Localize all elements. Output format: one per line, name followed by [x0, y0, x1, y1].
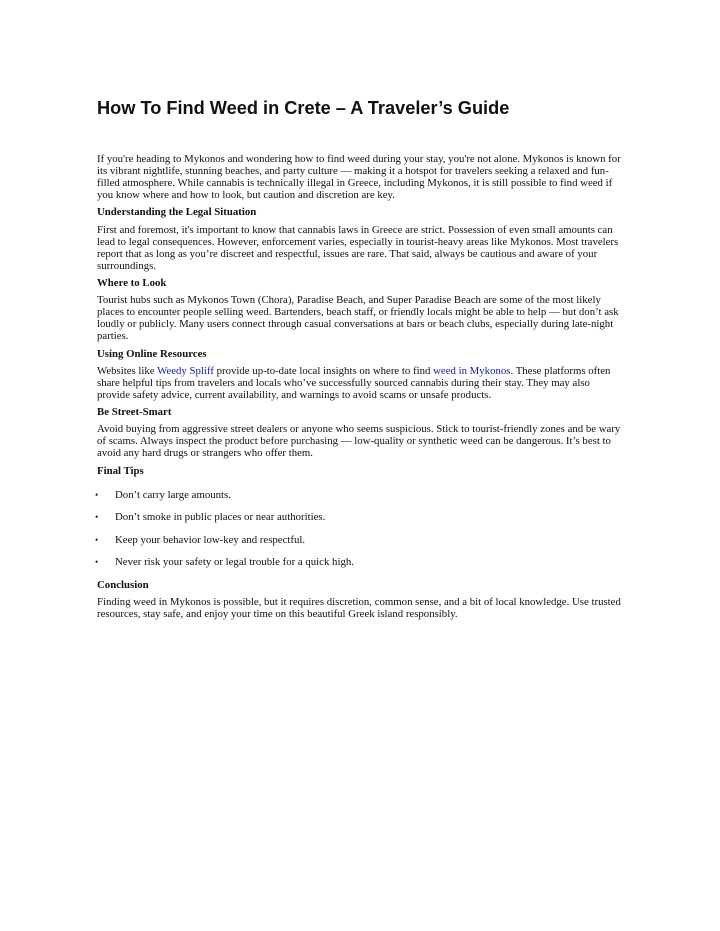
street-paragraph: Avoid buying from aggressive street dealers or anyone who seems suspicious. Stick to tourist-friendly zones and be wary of scams. Always inspect the product before purchasing — low-quality or synthetic weed can be dangerous. It’s best to avoid any hard drugs or strangers who offer them.: [97, 423, 621, 460]
intro-paragraph: If you're heading to Mykonos and wondering how to find weed during your stay, you're not alone. Mykonos is known for its vibrant nightlife, stunning beaches, and party culture — making it a hotspot for travelers seeking a relaxed and fun-filled atmosphere. While cannabis is technically illegal in Greece, including Mykonos, it is still possible to find weed if you know where and how to look, but caution and discretion are key.: [97, 153, 621, 202]
tip-text: Don’t smoke in public places or near authorities.: [115, 511, 326, 524]
street-heading: Be Street-Smart: [97, 406, 172, 419]
legal-heading: Understanding the Legal Situation: [97, 206, 257, 219]
bullet-icon: •: [95, 557, 99, 568]
online-text-after: . These platforms often share helpful tips from travelers and locals who’ve successfully sourced cannabis during their stay. They may also provide safety advice, current availability, and warnings to avoid scams or unsafe products.: [97, 364, 611, 401]
tips-heading: Final Tips: [97, 464, 144, 477]
bullet-icon: •: [95, 512, 99, 523]
legal-paragraph: First and foremost, it's important to know that cannabis laws in Greece are strict. Possession of even small amounts can lead to legal consequences. However, enforcement varies, especially in tourist-heavy areas like Mykonos. Most travelers report that as long as you’re discreet and respectful, issues are rare. That said, always be cautious and aware of your surroundings.: [97, 223, 619, 272]
list-item: [97, 556, 624, 568]
bullet-icon: •: [95, 534, 99, 545]
list-item: [97, 489, 624, 501]
online-paragraph: [97, 365, 624, 401]
online-text-before: Websites like: [97, 364, 158, 377]
online-text-middle: provide up-to-date local insights on where to find: [213, 364, 434, 377]
tip-text: Keep your behavior low-key and respectful.: [115, 533, 306, 546]
where-heading: Where to Look: [97, 276, 167, 289]
list-item: [97, 511, 624, 523]
conclusion-heading: Conclusion: [97, 579, 149, 592]
tip-text: Don’t carry large amounts.: [115, 488, 231, 501]
tips-list: [97, 489, 624, 569]
where-paragraph: Tourist hubs such as Mykonos Town (Chora), Paradise Beach, and Super Paradise Beach are some of the most likely places to encounter people selling weed. Bartenders, beach staff, or friendly locals might be able to help — but don’t ask loudly or publicly. Many users connect through casual conversations at bars or beach clubs, especially during late-night parties.: [97, 294, 619, 343]
weedy-spliff-link[interactable]: Weedy Spliff: [157, 364, 214, 377]
page-title: How To Find Weed in Crete – A Traveler’s Guide: [97, 98, 510, 118]
list-item: [97, 534, 624, 546]
conclusion-paragraph: Finding weed in Mykonos is possible, but it requires discretion, common sense, and a bit of local knowledge. Use trusted resources, stay safe, and enjoy your time on this beautiful Greek island responsibly.: [97, 596, 621, 621]
bullet-icon: •: [95, 489, 99, 500]
online-heading: Using Online Resources: [97, 347, 207, 360]
weed-in-mykonos-link[interactable]: weed in Mykonos: [433, 364, 511, 377]
tip-text: Never risk your safety or legal trouble for a quick high.: [115, 556, 354, 569]
